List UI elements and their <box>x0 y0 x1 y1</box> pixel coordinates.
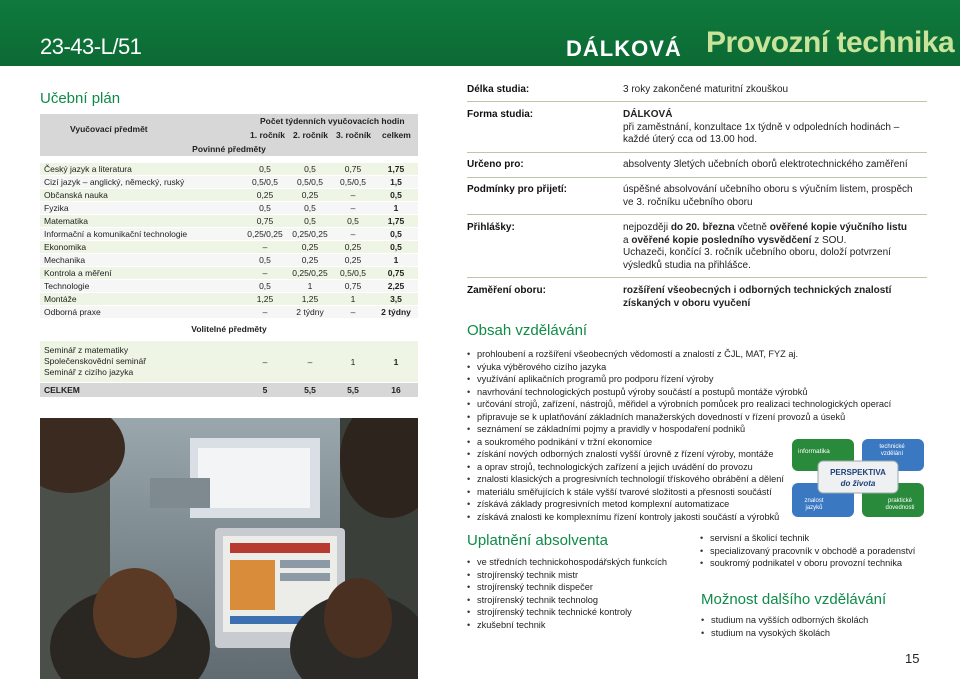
list-item: • soukromý podnikatel v oboru provozní technika <box>700 557 915 570</box>
table-row: Fyzika 0,5 0,5 – 1 <box>40 202 418 215</box>
table-header <box>40 114 418 157</box>
further-education-title: Možnost dalšího vzdělávání <box>701 591 887 608</box>
table-row: Odborná praxe – 2 týdny – 2 týdny <box>40 306 418 319</box>
section-mandatory: Povinné předměty <box>192 144 266 154</box>
perspective-br-1: praktické <box>887 498 913 504</box>
study-plan-title: Učební plán <box>40 90 121 107</box>
table-row: Ekonomika – 0,25 0,25 0,5 <box>40 241 418 254</box>
col-subject: Vyučovací předmět <box>70 124 148 134</box>
page-number: 15 <box>905 651 920 666</box>
table-row: Informační a komunikační technologie 0,25/0,25 0,25/0,25 – 0,5 <box>40 228 418 241</box>
table-row: Technologie 0,5 1 0,75 2,25 <box>40 280 418 293</box>
page-title: Provozní technika <box>706 26 955 59</box>
list-item: • strojírenský technik dispečer <box>467 581 667 594</box>
list-item: • servisní a školicí technik <box>700 532 915 545</box>
list-item: • ve středních technickohospodářských funkcích <box>467 556 667 569</box>
divider <box>467 101 927 102</box>
list-item: • znalosti klasických a progresivních technologií třískového obrábění a dělení <box>467 473 891 486</box>
total-row: CELKEM 5 5,5 5,5 16 <box>40 383 418 397</box>
admission-value: úspěšné absolvování učebního oboru s výučním listem, prospěch ve 3. ročníku učebního oboru <box>623 184 913 208</box>
list-item: • specializovaný pracovník v obchodě a poradenství <box>700 545 915 558</box>
list-item: • určování strojů, zařízení, nástrojů, měřidel a výrobních pomůcek pro realizaci technologických operací <box>467 398 891 411</box>
list-item: • materiálu směřujících k stále vyšší tvarové složitosti a přesnosti součástí <box>467 486 891 499</box>
intended-for-label: Určeno pro: <box>467 159 524 170</box>
careers-list-left <box>467 556 667 631</box>
duration-value: 3 roky zakončené maturitní zkouškou <box>623 84 789 95</box>
header-banner <box>0 0 960 66</box>
list-item: • seznámení se základními pojmy a pravidly v hospodaření podniků <box>467 423 891 436</box>
study-mode: DÁLKOVÁ <box>566 36 682 61</box>
list-item: • zkušební technik <box>467 619 667 632</box>
list-item: • a oprav strojů, technologických zařízení a jejich uvádění do provozu <box>467 461 891 474</box>
col-year-3: 3. ročník <box>336 130 371 140</box>
applications-value: nejpozději do 20. března včetně ověřené kopie výučního listu a ověřené kopie posledního vysvědčení z SOU. Uchazeči, končící 3. ročník učebního oboru, doloží potvrzení výsledků studia na přihlášce. <box>623 222 908 271</box>
careers-title: Uplatnění absolventa <box>467 532 608 549</box>
table-row: Matematika 0,75 0,5 0,5 1,75 <box>40 215 418 228</box>
form-label: Forma studia: <box>467 109 534 120</box>
list-item: • navrhování technologických postupů výroby součástí a postupů montáže výrobků <box>467 386 891 399</box>
perspective-center-1: PERSPEKTIVA <box>830 468 886 477</box>
divider <box>467 214 927 215</box>
elective-row: Seminář z matematiky Společenskovědní seminář Seminář z cizího jazyka – – 1 1 <box>40 341 418 383</box>
table-row: Kontrola a měření – 0,25/0,25 0,5/0,5 0,75 <box>40 267 418 280</box>
focus-label: Zaměření oboru: <box>467 285 546 296</box>
perspective-tr-2: vzdělání <box>880 451 904 457</box>
admission-label: Podmínky pro přijetí: <box>467 184 568 195</box>
list-item: • strojírenský technik technické kontroly <box>467 606 667 619</box>
perspective-tl: informatika <box>798 448 830 455</box>
list-item: • připravuje se k uplatňování základních manažerských dovedností v řízení provozů a úseků <box>467 411 891 424</box>
elective-name: Společenskovědní seminář <box>44 356 147 366</box>
col-group: Počet týdenních vyučovacích hodin <box>260 116 405 126</box>
program-code: 23-43-L/51 <box>40 34 142 59</box>
list-item: • strojírenský technik technolog <box>467 594 667 607</box>
list-item: • získává základy progresivních metod komplexní automatizace <box>467 498 891 511</box>
list-item: • studium na vyšších odborných školách <box>701 614 868 627</box>
list-item: • výuka výběrového cizího jazyka <box>467 361 891 374</box>
perspective-center-2: do života <box>840 479 876 488</box>
section-elective: Volitelné předměty <box>191 324 267 334</box>
table-row: Český jazyk a literatura 0,5 0,5 0,75 1,75 <box>40 163 418 176</box>
perspective-graphic <box>792 439 924 517</box>
col-year-2: 2. ročník <box>293 130 328 140</box>
list-item: • získává znalosti ke komplexnímu řízení kontroly jakosti součástí a výrobků <box>467 511 891 524</box>
further-education-list <box>701 614 868 639</box>
elective-name: Seminář z cizího jazyka <box>44 367 134 377</box>
divider <box>467 152 927 153</box>
list-item: • využívání aplikačních programů pro podporu řízení výroby <box>467 373 891 386</box>
col-year-1: 1. ročník <box>250 130 285 140</box>
list-item: • získání nových odborných znalostí vyšší úrovně z řízení výroby, montáže <box>467 448 891 461</box>
focus-value: rozšíření všeobecných i odborných technických znalostí získaných v oboru vyučení <box>623 285 892 309</box>
perspective-br-2: dovednosti <box>885 505 915 511</box>
list-item: • prohloubení a rozšíření všeobecných vědomostí a znalostí z ČJL, MAT, FYZ aj. <box>467 348 891 361</box>
list-item: • strojírenský technik mistr <box>467 569 667 582</box>
perspective-bl-1: znalost <box>804 498 824 504</box>
table-row: Cizí jazyk – anglický, německý, ruský 0,5/0,5 0,5/0,5 0,5/0,5 1,5 <box>40 176 418 189</box>
duration-label: Délka studia: <box>467 84 530 95</box>
careers-list-right <box>700 532 915 570</box>
divider <box>467 277 927 278</box>
divider <box>467 177 927 178</box>
table-row: Občanská nauka 0,25 0,25 – 0,5 <box>40 189 418 202</box>
classroom-photo <box>40 418 418 679</box>
intended-for-value: absolventy 3letých učebních oborů elektrotechnického zaměření <box>623 159 908 170</box>
table-row: Montáže 1,25 1,25 1 3,5 <box>40 293 418 306</box>
form-value: DÁLKOVÁ při zaměstnání, konzultace 1x týdně v odpoledních hodinách – každé úterý cca od 13.00 hod. <box>623 109 900 145</box>
table-row: Mechanika 0,5 0,25 0,25 1 <box>40 254 418 267</box>
list-item: • studium na vysokých školách <box>701 627 868 640</box>
col-total: celkem <box>382 130 411 140</box>
elective-name: Seminář z matematiky <box>44 345 129 355</box>
perspective-tr-1: technické <box>879 444 905 450</box>
study-plan-table <box>40 114 418 397</box>
content-title: Obsah vzdělávání <box>467 322 588 339</box>
list-item: • a soukromého podnikání v tržní ekonomice <box>467 436 891 449</box>
perspective-bl-2: jazyků <box>805 505 823 511</box>
applications-label: Přihlášky: <box>467 222 515 233</box>
